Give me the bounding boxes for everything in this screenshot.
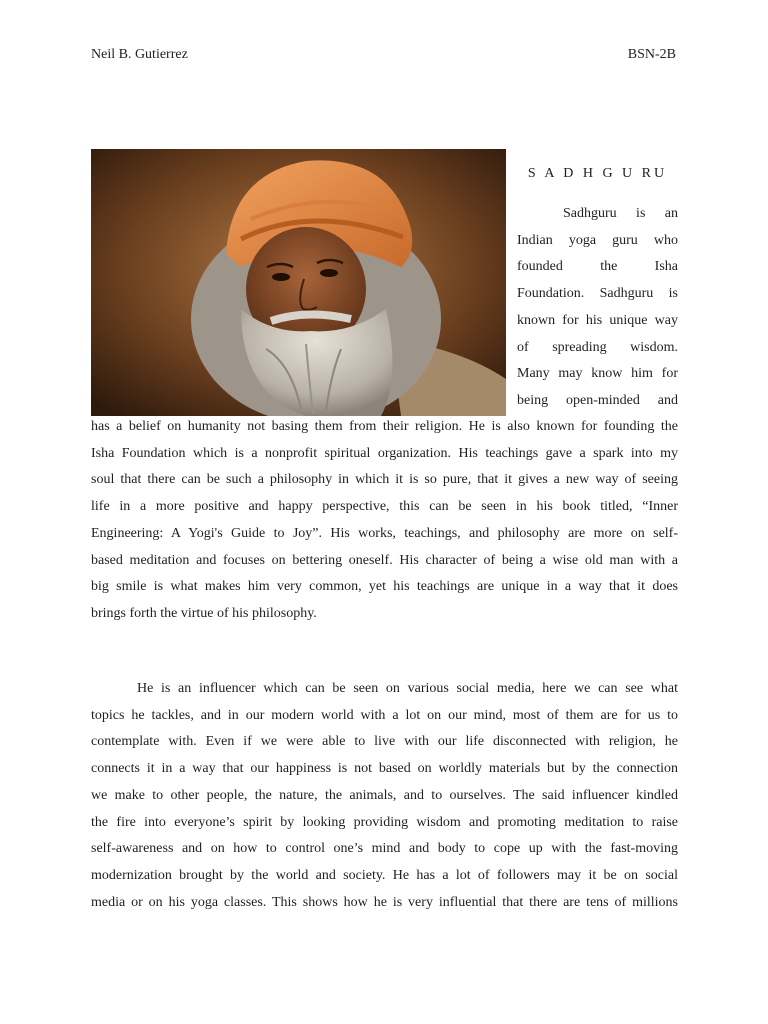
text-line: known for his unique way	[517, 312, 678, 328]
author-name: Neil B. Gutierrez	[91, 47, 188, 62]
text-line: topics he tackles, and in our modern world with a lot on our mind, most of them are for us to	[91, 707, 678, 723]
text-line: of spreading wisdom.	[517, 339, 678, 355]
text-line: Indian yoga guru who	[517, 232, 678, 248]
text-line: Engineering: A Yogi's Guide to Joy”. His works, teachings, and philosophy are more on self-	[91, 525, 678, 541]
text-line: media or on his yoga classes. This shows how he is very influential that there are tens of millions	[91, 894, 678, 910]
text-line: connects it in a way that our happiness is not based on worldly materials but by the connection	[91, 761, 678, 777]
text-line: soul that there can be such a philosophy in which it is so pure, that it gives a new way of seeing	[91, 472, 678, 488]
text-line: founded the Isha	[517, 259, 678, 275]
text-line: He is an influencer which can be seen on various social media, here we can see what	[137, 681, 678, 696]
text-line: has a belief on humanity not basing them from their religion. He is also known for founding the	[91, 419, 678, 434]
text-line: being open-minded and	[517, 392, 678, 408]
text-line: Sadhguru is an	[563, 206, 678, 221]
text-line: Many may know him for	[517, 366, 678, 382]
paragraph-2	[91, 676, 678, 916]
intro-paragraph	[517, 201, 678, 415]
paragraph-1	[91, 414, 678, 628]
text-line: based meditation and focuses on bettering oneself. His character of being a wise old man with a	[91, 552, 678, 568]
text-line: the fire into everyone’s spirit by looking providing wisdom and promoting meditation to raise	[91, 814, 678, 830]
text-line: modernization brought by the world and society. He has a lot of followers may it be on social	[91, 867, 678, 883]
text-line: big smile is what makes him very common, yet his teachings are unique in a way that it does	[91, 579, 678, 595]
text-line: we make to other people, the nature, the animals, and to ourselves. The said influencer kindled	[91, 787, 678, 803]
text-line: contemplate with. Even if we were able to live with our life disconnected with religion, he	[91, 734, 678, 750]
text-line: Isha Foundation which is a nonprofit spiritual organization. His teachings gave a spark into my	[91, 445, 678, 461]
document-title: S A D H G U RU	[527, 166, 668, 181]
text-line: self-awareness and on how to control one’s mind and body to cope up with the fast-moving	[91, 841, 678, 857]
text-line: Foundation. Sadhguru is	[517, 286, 678, 302]
text-line: brings forth the virtue of his philosophy.	[91, 605, 317, 621]
text-line: life in a more positive and happy perspective, this can be seen in his book titled, “Inner	[91, 499, 678, 515]
portrait-photo	[91, 149, 506, 416]
class-section: BSN-2B	[627, 47, 676, 62]
